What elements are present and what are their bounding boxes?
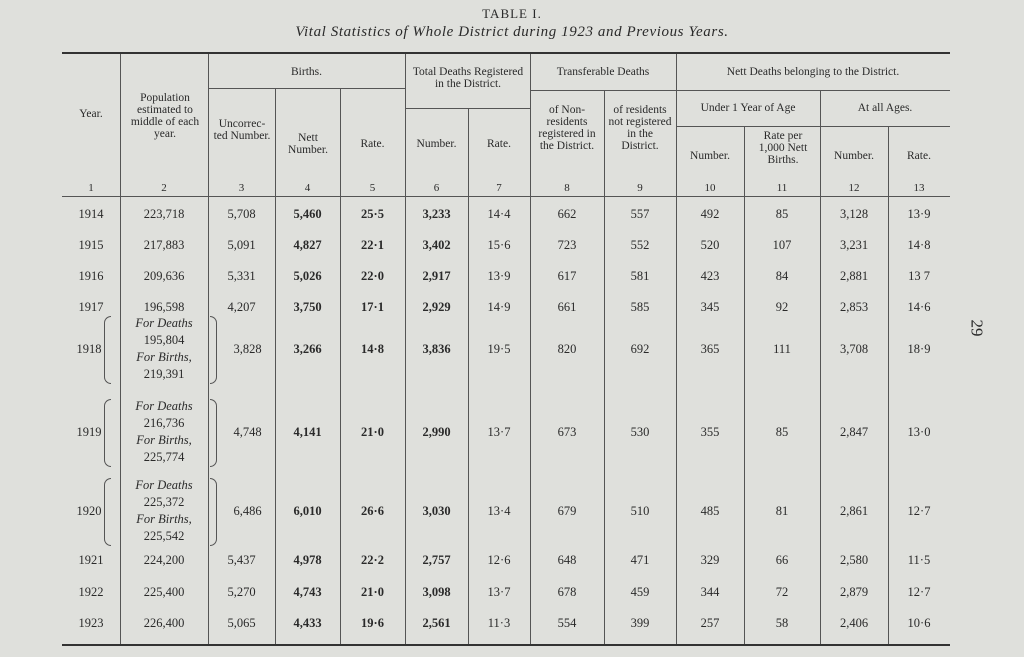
cell-tdr: 11·3 — [487, 616, 511, 630]
header-rule — [676, 90, 950, 91]
cell-u1: 423 — [700, 269, 720, 283]
cell-nett: 5,460 — [293, 207, 322, 221]
year-cell: 1923 — [78, 616, 104, 630]
year-cell: 1917 — [78, 300, 104, 314]
cell-unc: 6,486 — [233, 504, 262, 518]
cell-pop: 226,400 — [143, 616, 185, 630]
header-year: Year. — [79, 108, 103, 120]
cell-tdr: 13·9 — [487, 269, 511, 283]
cell-tdr: 12·6 — [487, 553, 511, 567]
cell-tdr: 13·4 — [487, 504, 511, 518]
cell-u1: 520 — [700, 238, 720, 252]
cell-brate: 22·0 — [361, 269, 384, 283]
cell-tdr: 14·9 — [487, 300, 511, 314]
cell-u1r: 84 — [775, 269, 789, 283]
header-u1-rate: Rate per 1,000 Nett Births. — [758, 130, 808, 166]
cell-aar: 12·7 — [907, 504, 931, 518]
year-cell: 1914 — [78, 207, 104, 221]
cell-nonres: 662 — [557, 207, 577, 221]
cell-pop: 223,718 — [143, 207, 185, 221]
cell-res: 692 — [630, 342, 650, 356]
cell-nett: 5,026 — [293, 269, 322, 283]
cell-brate: 25·5 — [361, 207, 384, 221]
header-rule — [676, 126, 950, 127]
cell-tdr: 13·7 — [487, 585, 511, 599]
left-brace — [104, 399, 111, 467]
cell-tdr: 19·5 — [487, 342, 511, 356]
population-split-cell: 216,736 — [143, 416, 185, 430]
column-number: 2 — [161, 182, 167, 194]
header-residents: of residents not registered in the District. — [608, 104, 672, 152]
cell-nonres: 673 — [557, 425, 577, 439]
header-td-number: Number. — [416, 138, 457, 150]
year-cell: 1918 — [76, 342, 102, 356]
population-split-cell: For Deaths — [135, 316, 193, 330]
cell-aa: 3,708 — [839, 342, 869, 356]
cell-td: 3,402 — [422, 238, 451, 252]
cell-u1: 329 — [700, 553, 720, 567]
cell-res: 459 — [630, 585, 650, 599]
cell-res: 557 — [630, 207, 650, 221]
cell-aa: 2,879 — [839, 585, 869, 599]
population-split-cell: 225,774 — [143, 450, 185, 464]
cell-unc: 4,207 — [227, 300, 256, 314]
column-number: 6 — [433, 182, 440, 194]
cell-unc: 5,437 — [227, 553, 256, 567]
header-rule — [208, 88, 405, 89]
cell-aar: 10·6 — [907, 616, 931, 630]
cell-aar: 12·7 — [907, 585, 931, 599]
cell-brate: 22·1 — [361, 238, 384, 252]
header-aa-rate: Rate. — [907, 150, 931, 162]
year-cell: 1915 — [78, 238, 104, 252]
cell-aa: 2,580 — [839, 553, 869, 567]
column-number: 7 — [496, 182, 502, 194]
header-td-rate: Rate. — [487, 138, 511, 150]
column-number: 10 — [704, 182, 716, 194]
population-split-cell: 219,391 — [143, 367, 185, 381]
page-number: 29 — [967, 319, 987, 337]
left-brace — [104, 316, 111, 384]
table-subtitle: Vital Statistics of Whole District during 1923 and Previous Years. — [295, 24, 729, 40]
cell-brate: 17·1 — [361, 300, 384, 314]
population-split-cell: 225,542 — [143, 529, 185, 543]
cell-nonres: 820 — [557, 342, 577, 356]
cell-td: 2,929 — [422, 300, 451, 314]
table-title: TABLE I. — [482, 6, 542, 21]
population-split-cell: For Deaths — [135, 478, 193, 492]
header-population: Population estimated to middle of each year. — [130, 92, 200, 140]
cell-unc: 5,091 — [227, 238, 256, 252]
cell-td: 3,030 — [422, 504, 451, 518]
cell-nonres: 617 — [557, 269, 577, 283]
cell-td: 3,836 — [422, 342, 451, 356]
cell-res: 471 — [630, 553, 650, 567]
year-cell: 1919 — [76, 425, 102, 439]
cell-u1r: 92 — [775, 300, 789, 314]
cell-res: 399 — [630, 616, 650, 630]
cell-nett: 6,010 — [293, 504, 322, 518]
cell-u1r: 85 — [775, 425, 789, 439]
cell-u1: 365 — [700, 342, 720, 356]
cell-u1r: 111 — [773, 342, 791, 356]
cell-brate: 26·6 — [361, 504, 384, 518]
header-bottom-rule — [62, 196, 950, 197]
cell-u1r: 85 — [775, 207, 789, 221]
bottom-rule — [62, 644, 950, 646]
cell-nonres: 679 — [557, 504, 577, 518]
header-births: Births. — [291, 66, 322, 78]
cell-td: 3,098 — [422, 585, 451, 599]
column-number: 1 — [88, 182, 94, 194]
cell-aar: 18·9 — [907, 342, 931, 356]
cell-aar: 13·9 — [907, 207, 931, 221]
header-total-deaths: Total Deaths Registered in the District. — [412, 66, 524, 90]
header-births-rate: Rate. — [360, 138, 385, 150]
header-nonresidents: of Non-residents registered in the District. — [538, 104, 596, 152]
population-split-cell: For Deaths — [135, 399, 193, 413]
header-under-1: Under 1 Year of Age — [700, 102, 796, 114]
cell-u1r: 107 — [772, 238, 792, 252]
cell-nonres: 648 — [557, 553, 577, 567]
cell-u1: 257 — [700, 616, 720, 630]
column-number: 4 — [304, 182, 311, 194]
cell-u1: 355 — [700, 425, 720, 439]
right-brace — [210, 316, 217, 384]
cell-td: 2,990 — [422, 425, 451, 439]
cell-nonres: 554 — [557, 616, 577, 630]
population-split-cell: For Births, — [136, 512, 192, 526]
cell-u1: 344 — [700, 585, 720, 599]
column-number: 9 — [637, 182, 643, 194]
cell-aar: 13 7 — [908, 269, 930, 283]
right-brace — [210, 399, 217, 467]
cell-nett: 3,750 — [293, 300, 322, 314]
cell-brate: 21·0 — [361, 585, 384, 599]
cell-nonres: 723 — [557, 238, 577, 252]
header-nett-deaths: Nett Deaths belonging to the District. — [726, 66, 900, 78]
cell-brate: 22·2 — [361, 553, 384, 567]
cell-tdr: 13·7 — [487, 425, 511, 439]
cell-u1: 345 — [700, 300, 720, 314]
cell-td: 2,561 — [422, 616, 451, 630]
cell-aar: 14·8 — [907, 238, 931, 252]
cell-res: 552 — [630, 238, 650, 252]
cell-aar: 11·5 — [907, 553, 931, 567]
header-all-ages: At all Ages. — [857, 102, 913, 114]
header-births-uncorrected: Uncorrec-ted Number. — [213, 118, 271, 142]
header-u1-number: Number. — [690, 150, 730, 162]
cell-aar: 13·0 — [907, 425, 931, 439]
cell-brate: 21·0 — [361, 425, 384, 439]
cell-aa: 2,853 — [839, 300, 869, 314]
cell-unc: 5,708 — [227, 207, 256, 221]
right-brace — [210, 478, 217, 546]
cell-unc: 4,748 — [233, 425, 262, 439]
cell-res: 585 — [630, 300, 650, 314]
cell-unc: 5,331 — [227, 269, 256, 283]
column-number: 8 — [564, 182, 570, 194]
cell-u1r: 72 — [775, 585, 789, 599]
cell-tdr: 15·6 — [487, 238, 511, 252]
cell-aa: 2,847 — [839, 425, 869, 439]
cell-pop: 224,200 — [143, 553, 185, 567]
cell-unc: 3,828 — [233, 342, 262, 356]
header-aa-number: Number. — [834, 150, 874, 162]
year-cell: 1922 — [78, 585, 104, 599]
cell-u1: 485 — [700, 504, 720, 518]
cell-nett: 4,827 — [293, 238, 322, 252]
column-number: 3 — [238, 182, 245, 194]
column-number: 5 — [369, 182, 376, 194]
cell-nett: 4,978 — [293, 553, 322, 567]
year-cell: 1920 — [76, 504, 102, 518]
cell-td: 2,917 — [422, 269, 451, 283]
column-number: 11 — [776, 182, 788, 194]
cell-aa: 3,231 — [839, 238, 869, 252]
population-split-cell: For Births, — [136, 350, 192, 364]
cell-u1: 492 — [700, 207, 720, 221]
cell-tdr: 14·4 — [487, 207, 511, 221]
cell-nonres: 678 — [557, 585, 577, 599]
header-rule — [405, 108, 530, 109]
cell-aa: 3,128 — [839, 207, 869, 221]
cell-unc: 5,270 — [227, 585, 256, 599]
cell-nett: 4,141 — [293, 425, 322, 439]
cell-brate: 14·8 — [361, 342, 384, 356]
cell-res: 510 — [630, 504, 650, 518]
year-cell: 1921 — [78, 553, 104, 567]
cell-u1r: 66 — [775, 553, 789, 567]
column-number: 13 — [913, 182, 925, 194]
cell-nett: 3,266 — [293, 342, 322, 356]
top-rule — [62, 52, 950, 54]
cell-aa: 2,881 — [839, 269, 869, 283]
left-brace — [104, 478, 111, 546]
cell-pop: 196,598 — [143, 300, 185, 314]
population-split-cell: 225,372 — [143, 495, 185, 509]
cell-res: 530 — [630, 425, 650, 439]
cell-aa: 2,406 — [839, 616, 869, 630]
year-cell: 1916 — [78, 269, 104, 283]
cell-unc: 5,065 — [227, 616, 256, 630]
cell-u1r: 58 — [775, 616, 789, 630]
cell-res: 581 — [630, 269, 650, 283]
cell-td: 2,757 — [422, 553, 451, 567]
cell-nonres: 661 — [557, 300, 577, 314]
cell-brate: 19·6 — [361, 616, 384, 630]
cell-nett: 4,433 — [293, 616, 322, 630]
cell-pop: 225,400 — [143, 585, 185, 599]
cell-pop: 209,636 — [143, 269, 185, 283]
header-transferable-deaths: Transferable Deaths — [556, 66, 650, 78]
cell-aar: 14·6 — [907, 300, 931, 314]
population-split-cell: 195,804 — [143, 333, 185, 347]
cell-u1r: 81 — [775, 504, 789, 518]
population-split-cell: For Births, — [136, 433, 192, 447]
cell-nett: 4,743 — [293, 585, 322, 599]
cell-pop: 217,883 — [143, 238, 185, 252]
header-rule — [530, 90, 676, 91]
header-births-nett: Nett Number. — [288, 132, 328, 156]
cell-td: 3,233 — [422, 207, 451, 221]
cell-aa: 2,861 — [839, 504, 869, 518]
column-number: 12 — [848, 182, 860, 194]
